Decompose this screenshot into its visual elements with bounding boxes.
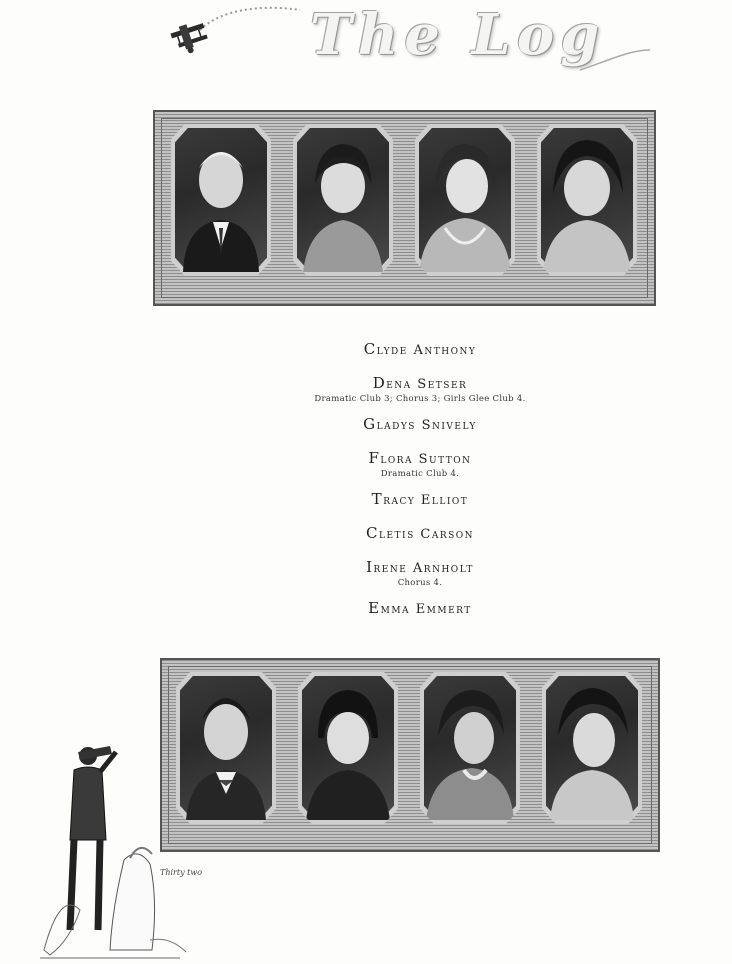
list-item xyxy=(200,524,640,544)
portrait-photo xyxy=(171,124,271,276)
list-item xyxy=(200,449,640,480)
student-activities: Dramatic Club 3; Chorus 3; Girls Glee Club 4. xyxy=(314,394,526,404)
student-name: Flora Sutton xyxy=(368,449,472,467)
student-name: Emma Emmert xyxy=(368,599,472,617)
photo-strip-bottom xyxy=(160,658,660,852)
page-number: Thirty two xyxy=(160,868,203,877)
portrait-photo xyxy=(298,672,398,824)
list-item xyxy=(200,340,640,360)
student-activities: Chorus 4. xyxy=(397,578,443,588)
student-name: Gladys Snively xyxy=(363,415,477,433)
portrait-photo xyxy=(176,672,276,824)
student-name: Dena Setser xyxy=(372,374,468,392)
list-item xyxy=(200,374,640,405)
photo-strip-top xyxy=(153,110,656,306)
student-name: Irene Arnholt xyxy=(366,558,474,576)
page-title: The Log xyxy=(310,2,606,68)
portrait-photo xyxy=(420,672,520,824)
aviator-illustration xyxy=(40,740,190,960)
list-item xyxy=(200,599,640,619)
student-name: Tracy Elliot xyxy=(371,490,469,508)
student-list xyxy=(200,340,640,619)
student-activities: Dramatic Club 4. xyxy=(380,469,460,479)
page-header xyxy=(160,0,660,90)
student-name: Cletis Carson xyxy=(365,524,475,542)
student-name: Clyde Anthony xyxy=(363,340,477,358)
list-item xyxy=(200,490,640,510)
list-item xyxy=(200,558,640,589)
portrait-photo xyxy=(293,124,393,276)
portrait-photo xyxy=(542,672,642,824)
list-item xyxy=(200,415,640,435)
portrait-photo xyxy=(537,124,637,276)
portrait-photo xyxy=(415,124,515,276)
